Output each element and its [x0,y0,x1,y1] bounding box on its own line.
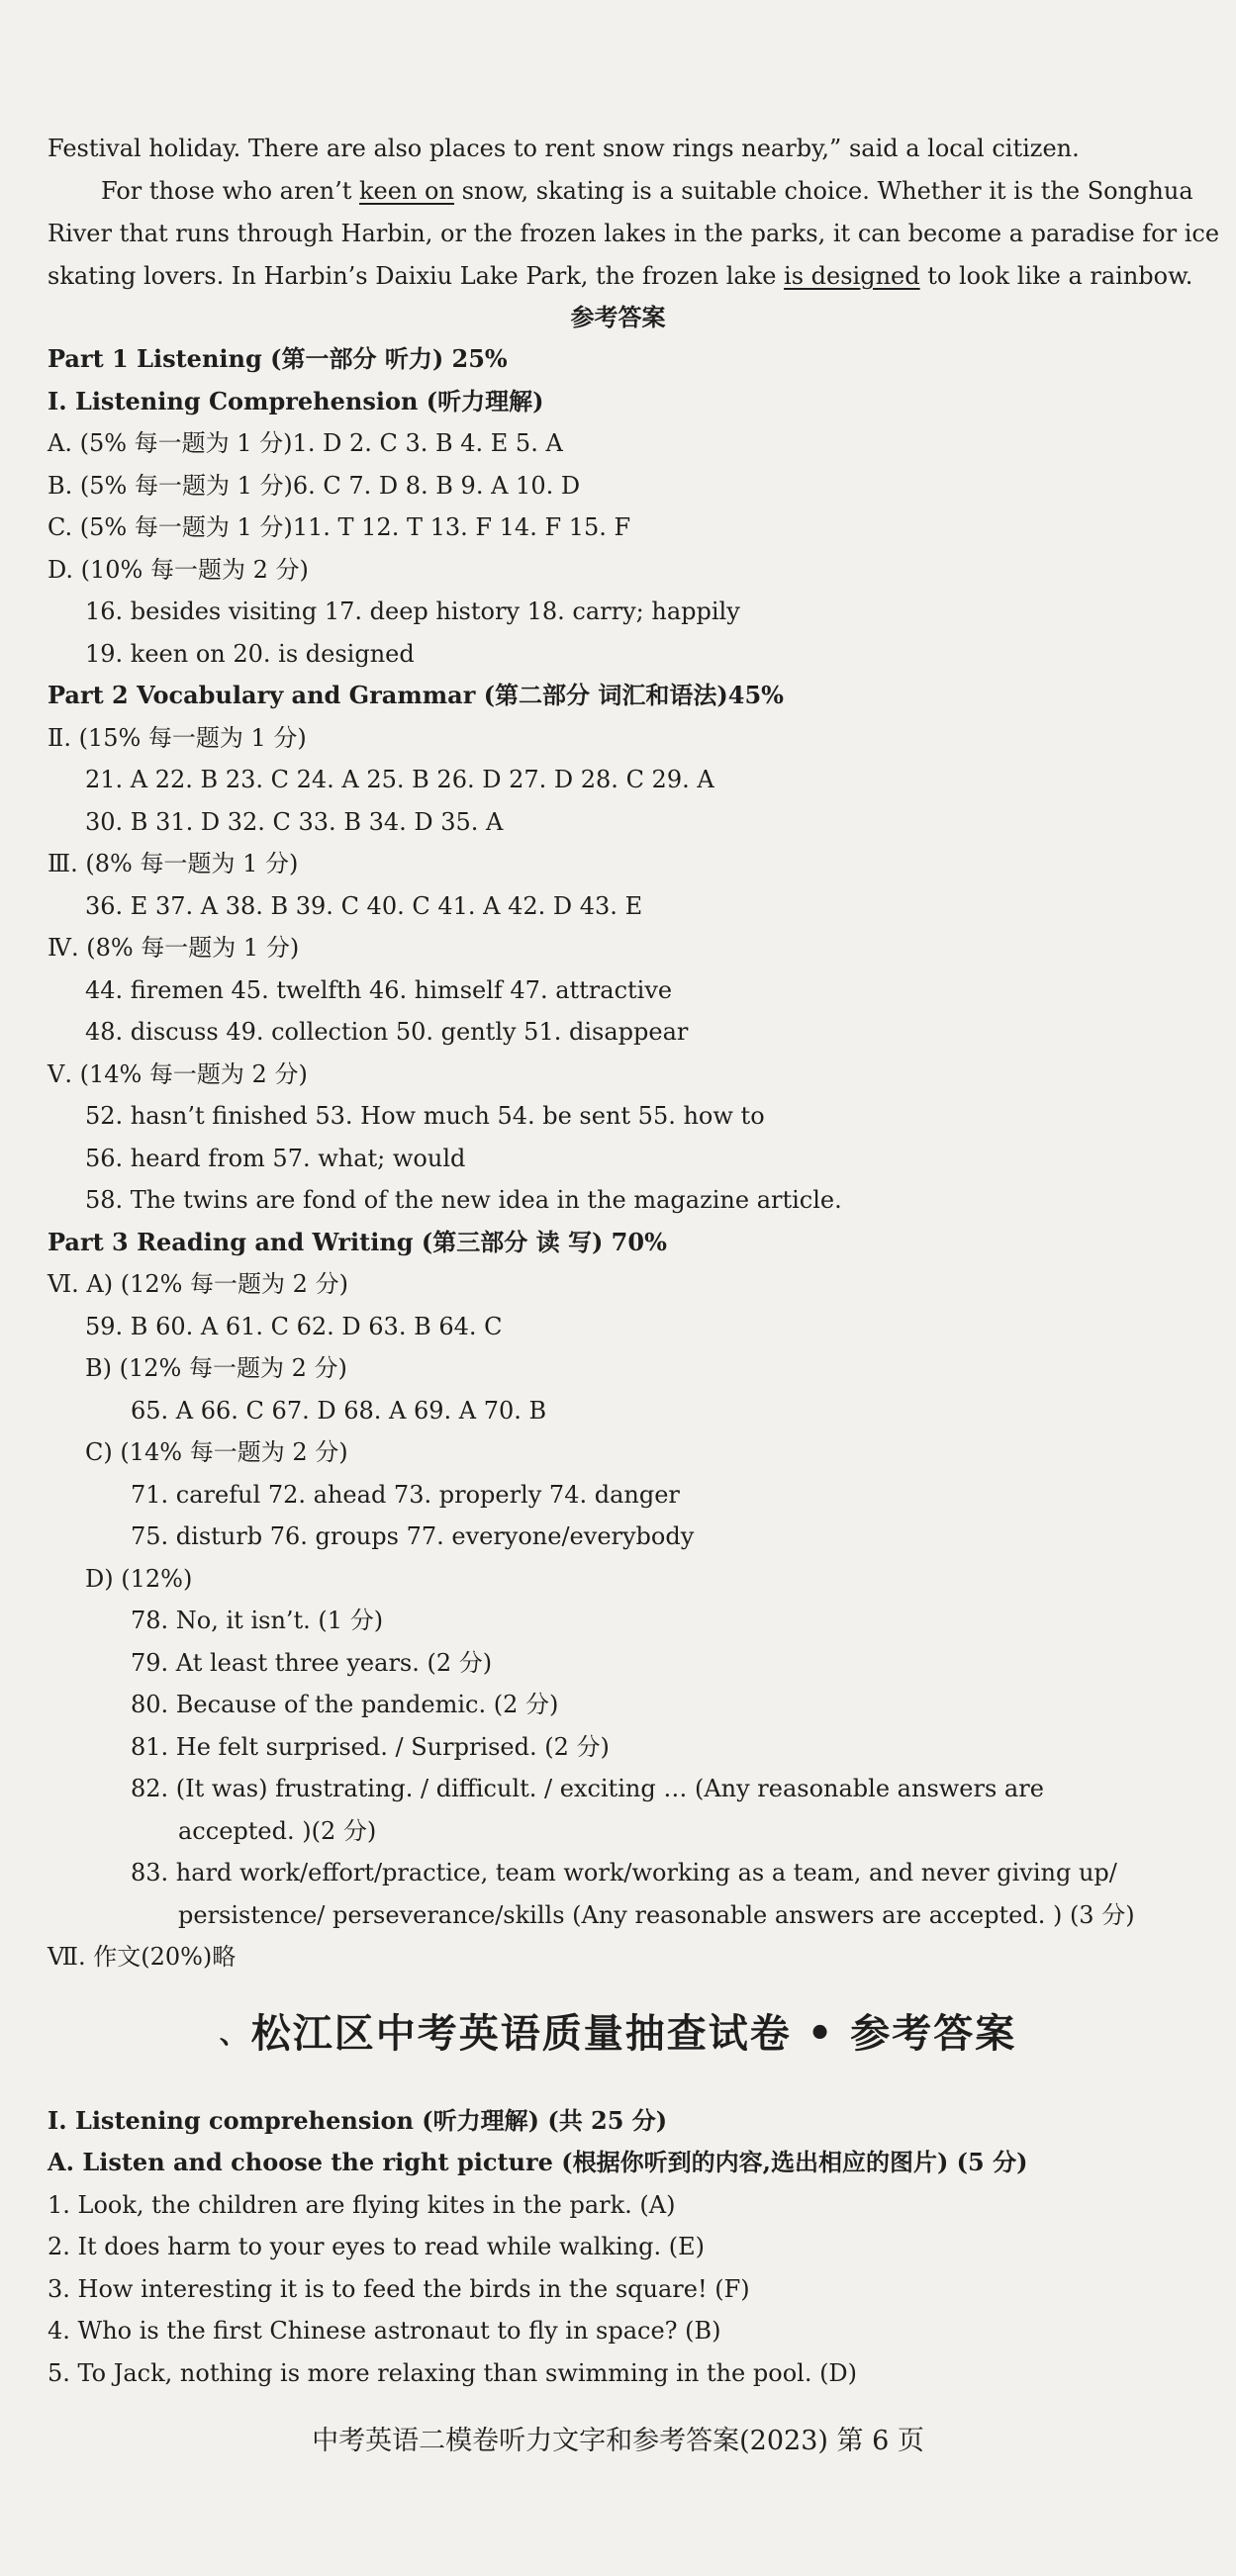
section-3-row-1: 36. E 37. A 38. B 39. C 40. C 41. A 42. D 43. E [85,892,643,920]
listen-choose-subheading: A. Listen and choose the right picture (根据你听到的内容,选出相应的图片) (5 分) [48,2148,1028,2176]
section-6c-heading: C) (14% 每一题为 2 分) [85,1438,348,1466]
section-4-row-2: 48. discuss 49. collection 50. gently 51. disappear [85,1018,689,1046]
answers-heading: 参考答案 [570,303,666,331]
section-2-row-1: 21. A 22. B 23. C 24. A 25. B 26. D 27. D 28. C 29. A [85,766,714,793]
section-2-heading: Ⅱ. (15% 每一题为 1 分) [48,724,307,752]
section-6c-row-1: 71. careful 72. ahead 73. properly 74. danger [131,1481,680,1509]
answer-79: 79. At least three years. (2 分) [131,1649,493,1677]
part3-heading: Part 3 Reading and Writing (第三部分 读 写) 70% [48,1228,667,1256]
underlined-phrase: keen on [359,177,454,205]
section-4-heading: Ⅳ. (8% 每一题为 1 分) [48,934,300,962]
answer-80: 80. Because of the pandemic. (2 分) [131,1691,559,1718]
section-6d-heading: D) (12%) [85,1565,193,1593]
answer-83-line-1: 83. hard work/effort/practice, team work/working as a team, and never giving up/ [131,1859,1117,1886]
answer-83-line-2: persistence/ perseverance/skills (Any reasonable answers are accepted. ) (3 分) [178,1901,1135,1929]
answer-line-d2: 19. keen on 20. is designed [85,640,415,668]
section-5-row-2: 56. heard from 57. what; would [85,1145,466,1172]
exam-title [0,2008,1236,2060]
listening-subheading: I. Listening comprehension (听力理解) (共 25 分) [48,2106,668,2135]
listening-item-2: 2. It does harm to your eyes to read while walking. (E) [48,2233,706,2260]
passage-text: to look like a rainbow. [919,262,1193,290]
section-5-row-1: 52. hasn’t finished 53. How much 54. be sent 55. how to [85,1102,765,1130]
title-mark: 、 [219,2017,249,2050]
part2-heading: Part 2 Vocabulary and Grammar (第二部分 词汇和语法)45% [48,681,784,709]
listening-item-1: 1. Look, the children are flying kites in the park. (A) [48,2191,676,2219]
passage-line-1: Festival holiday. There are also places to rent snow rings nearby,” said a local citizen. [48,135,1080,162]
section-7-heading: Ⅶ. 作文(20%)略 [48,1943,237,1971]
passage-line-3: River that runs through Harbin, or the frozen lakes in the parks, it can become a paradise for ice [48,220,1220,247]
section-1-heading: Ⅰ. Listening Comprehension (听力理解) [48,387,544,415]
answer-line-c: C. (5% 每一题为 1 分)11. T 12. T 13. F 14. F 15. F [48,513,631,541]
listening-item-3: 3. How interesting it is to feed the birds in the square! (F) [48,2275,750,2303]
passage-line-2 [101,175,1193,207]
listening-item-5: 5. To Jack, nothing is more relaxing than swimming in the pool. (D) [48,2359,858,2387]
section-5-row-3: 58. The twins are fond of the new idea in the magazine article. [85,1186,842,1214]
answer-78: 78. No, it isn’t. (1 分) [131,1607,384,1634]
section-2-row-2: 30. B 31. D 32. C 33. B 34. D 35. A [85,808,504,836]
exam-title-text: 松江区中考英语质量抽查试卷 • 参考答案 [250,2011,1017,2057]
section-6b-heading: B) (12% 每一题为 2 分) [85,1354,347,1382]
answer-line-a: A. (5% 每一题为 1 分)1. D 2. C 3. B 4. E 5. A [48,429,563,457]
section-6b-row-1: 65. A 66. C 67. D 68. A 69. A 70. B [131,1397,547,1425]
answer-82-line-1: 82. (It was) frustrating. / difficult. / exciting … (Any reasonable answers are [131,1775,1044,1802]
section-6a-row-1: 59. B 60. A 61. C 62. D 63. B 64. C [85,1313,503,1340]
page-footer: 中考英语二模卷听力文字和参考答案(2023) 第 6 页 [312,2426,924,2456]
answer-line-b: B. (5% 每一题为 1 分)6. C 7. D 8. B 9. A 10. D [48,472,581,500]
section-5-heading: Ⅴ. (14% 每一题为 2 分) [48,1060,308,1088]
answer-82-line-2: accepted. )(2 分) [178,1817,377,1845]
passage-text: snow, skating is a suitable choice. Whether it is the Songhua [453,177,1193,205]
section-6c-row-2: 75. disturb 76. groups 77. everyone/everybody [131,1522,695,1550]
listening-item-4: 4. Who is the first Chinese astronaut to fly in space? (B) [48,2317,721,2345]
section-4-row-1: 44. firemen 45. twelfth 46. himself 47. attractive [85,976,673,1004]
section-3-heading: Ⅲ. (8% 每一题为 1 分) [48,850,299,877]
section-6a-heading: Ⅵ. A) (12% 每一题为 2 分) [48,1270,348,1298]
answer-81: 81. He felt surprised. / Surprised. (2 分) [131,1733,610,1761]
passage-line-4 [48,260,1192,292]
underlined-phrase: is designed [784,262,920,290]
passage-text: skating lovers. In Harbin’s Daixiu Lake Park, the frozen lake [48,262,785,290]
part1-heading: Part 1 Listening (第一部分 听力) 25% [48,344,508,373]
answer-line-d1: 16. besides visiting 17. deep history 18. carry; happily [85,598,740,625]
answer-line-d: D. (10% 每一题为 2 分) [48,556,309,584]
passage-text: For those who aren’t [101,177,360,205]
